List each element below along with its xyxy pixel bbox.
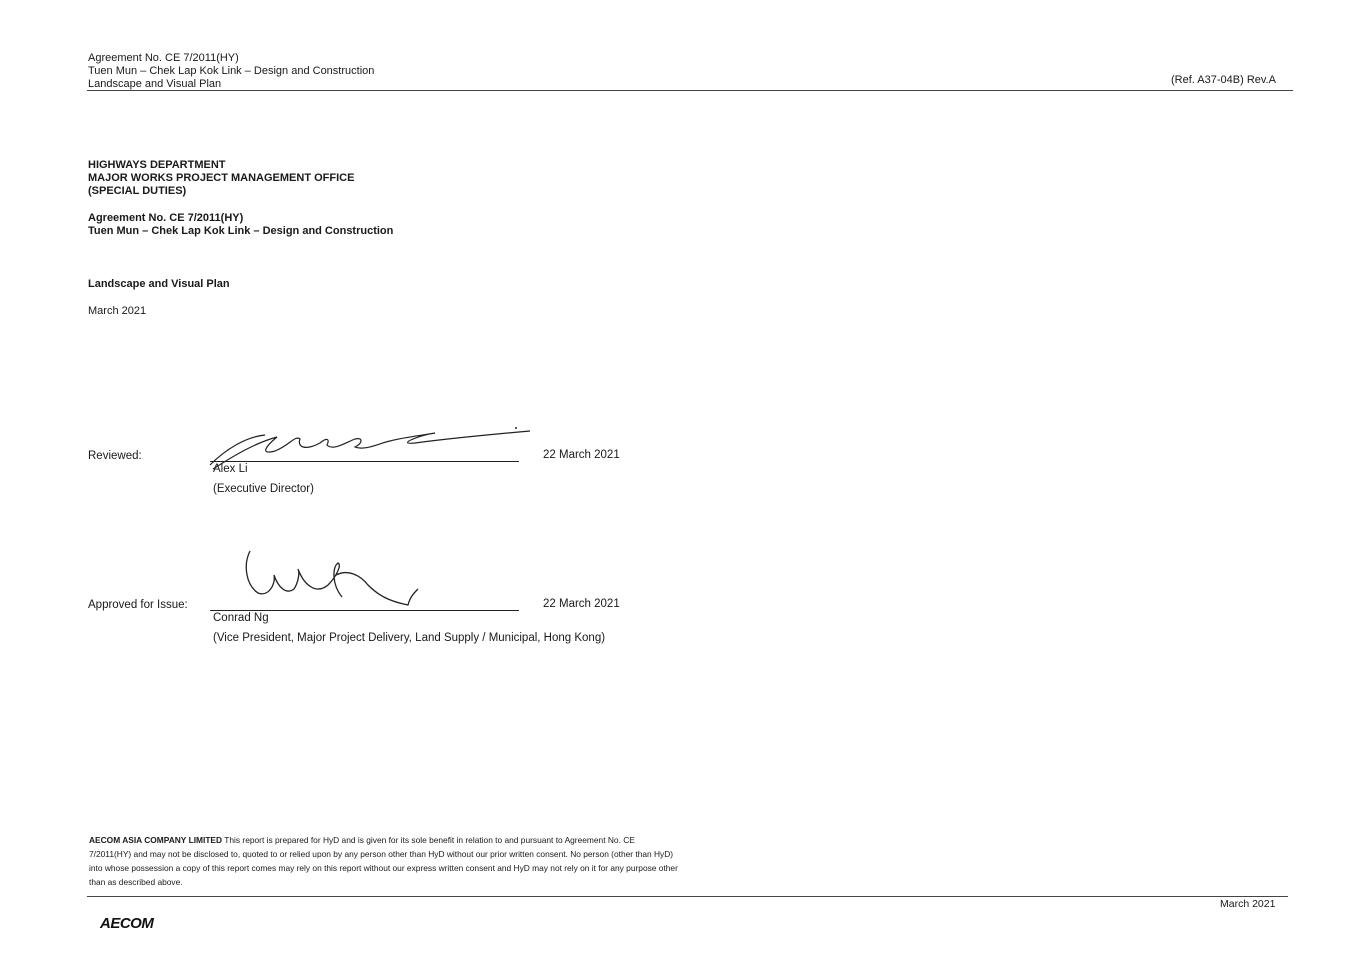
header-divider [87, 90, 1293, 91]
document-date: March 2021 [88, 305, 147, 317]
reviewer-signature [205, 425, 535, 475]
project-title: Tuen Mun – Chek Lap Kok Link – Design and Construction [88, 225, 394, 237]
approver-role: (Vice President, Major Project Delivery, Land Supply / Municipal, Hong Kong) [213, 632, 606, 644]
footer-divider [87, 896, 1288, 897]
aecom-logo [100, 915, 153, 932]
header-agreement: Agreement No. CE 7/2011(HY) [88, 52, 239, 64]
reviewer-signature-line [210, 461, 519, 462]
review-date: 22 March 2021 [543, 449, 620, 461]
approver-name: Conrad Ng [213, 612, 269, 624]
logo-text: AECOM [100, 915, 154, 932]
agreement-number: Agreement No. CE 7/2011(HY) [88, 212, 244, 224]
header-doc: Landscape and Visual Plan [88, 78, 222, 90]
header-ref: (Ref. A37-04B) Rev.A [1171, 74, 1276, 86]
disclaimer [89, 833, 679, 889]
dept-line-1: HIGHWAYS DEPARTMENT [88, 159, 226, 171]
approver-signature-line [210, 610, 519, 611]
header-project: Tuen Mun – Chek Lap Kok Link – Design and Construction [88, 65, 375, 77]
reviewer-name: Alex Li [213, 463, 248, 475]
company-name: AECOM ASIA COMPANY LIMITED [89, 835, 223, 845]
dept-line-2: MAJOR WORKS PROJECT MANAGEMENT OFFICE [88, 172, 355, 184]
approval-date: 22 March 2021 [543, 598, 620, 610]
reviewed-label: Reviewed: [88, 450, 142, 462]
approver-signature [238, 545, 438, 615]
reviewer-role: (Executive Director) [213, 483, 314, 495]
disclaimer-text: This report is prepared for HyD and is given for its sole benefit in relation to and pursuant to Agreement No. CE 7/2011(HY) and may not be disclosed to, quoted to or relied upon by any person other than HyD without our prior written consent. No person (other than HyD) into whose possession a copy of this report comes may rely on this report without our express written consent and HyD may not rely on it for any purpose other than as described above. [89, 835, 678, 887]
document-title: Landscape and Visual Plan [88, 278, 230, 290]
footer-date: March 2021 [1220, 898, 1276, 910]
approved-label: Approved for Issue: [88, 599, 188, 611]
dept-line-3: (SPECIAL DUTIES) [88, 185, 187, 197]
